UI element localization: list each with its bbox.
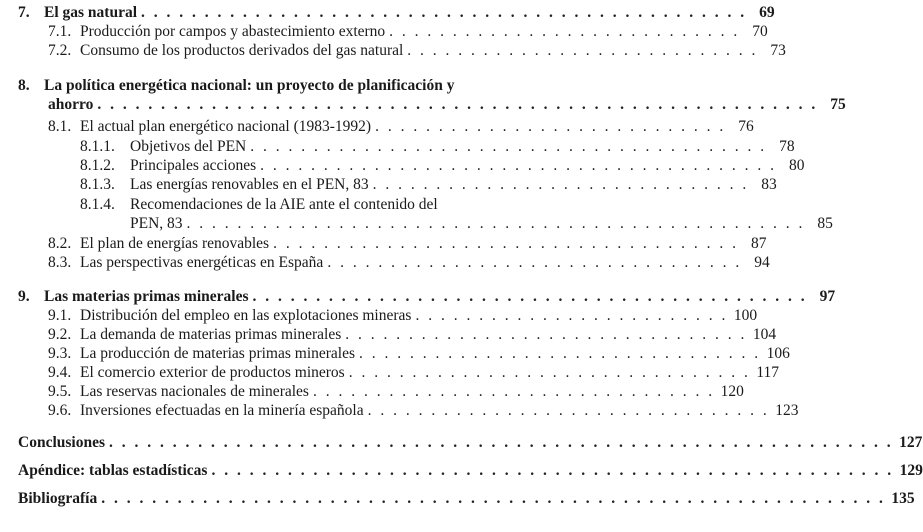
toc-entry-page: 85 <box>817 215 833 232</box>
toc-entry-8 <box>48 96 846 114</box>
toc-entry-8-title-line1 <box>18 77 454 95</box>
toc-entry-number: 9.3. <box>48 345 72 362</box>
toc-entry-page: 97 <box>819 288 836 305</box>
toc-entry-page: 117 <box>756 364 780 381</box>
toc-entry-number: 8.1.1. <box>80 138 115 155</box>
toc-entry-page: 120 <box>720 383 744 400</box>
toc-entry-number: 8.1.3. <box>80 176 115 193</box>
toc-entry-page: 76 <box>738 118 754 135</box>
toc-entry-title: Recomendaciones de la AIE ante el contenido del <box>130 196 438 213</box>
toc-entry-9-5 <box>48 383 744 401</box>
toc-entry-page: 80 <box>788 157 805 174</box>
toc-entry-number: 8.1. <box>48 118 72 135</box>
toc-entry-page: 73 <box>770 42 786 59</box>
toc-entry-number: 8. <box>18 77 30 94</box>
dot-leader: . . . . . . . . . . . . . . . . . . . . . . . . . . . . . . . . . . . . . . . . . . . . <box>252 288 808 305</box>
dot-leader: . . . . . . . . . . . . . . . . . . . . . . . . . . . . . . . . <box>345 326 747 343</box>
toc-entry-title: La demanda de materias primas minerales <box>80 326 342 343</box>
dot-leader: . . . . . . . . . . . . . . . . . . . . . . . . . . . . . . . . . . . . . . . . . . . . . . . . . . . . . . <box>211 462 894 479</box>
toc-entry-title: La política energética nacional: un proyecto de planificación y <box>44 77 455 94</box>
toc-entry-9-6 <box>48 402 799 420</box>
toc-entry-number: 8.2. <box>48 235 72 252</box>
toc-entry-7 <box>18 4 775 22</box>
toc-entry-page: 83 <box>761 176 777 193</box>
dot-leader: . . . . . . . . . . . . . . . . . . . . . . . . . . . . . . . . . . . . . . . . . . . . . . . . <box>141 4 747 21</box>
toc-entry-8-2 <box>48 235 767 253</box>
toc-entry-title: El gas natural <box>44 4 138 21</box>
dot-leader: . . . . . . . . . . . . . . . . . . . . . . . . . . . . . . . . . . . . . . . . . . . . . . . . . . . . . . . . . . . . . . <box>101 490 886 507</box>
toc-entry-page: 75 <box>830 96 846 113</box>
toc-entry-8-3 <box>48 254 770 272</box>
toc-entry-number: 9. <box>18 288 30 305</box>
toc-entry-number: 8.3. <box>48 254 72 271</box>
toc-entry-bibliografia <box>18 490 915 508</box>
toc-entry-number: 9.1. <box>48 307 72 324</box>
toc-entry-7-1 <box>48 23 768 41</box>
dot-leader: . . . . . . . . . . . . . . . . . . . . . . . . . . . . . . . . . . . . . . . . . <box>260 157 777 174</box>
toc-entry-conclusiones <box>18 434 923 452</box>
toc-entry-8-1-4-line1 <box>80 196 438 214</box>
toc-entry-title: La producción de materias primas minerales <box>80 345 356 362</box>
toc-entry-number: 8.1.4. <box>80 196 115 213</box>
dot-leader: . . . . . . . . . . . . . . . . . . . . . . . . . . . . . . . . <box>359 345 761 362</box>
toc-entry-page: 70 <box>752 23 768 40</box>
toc-entry-number: 7. <box>18 4 30 21</box>
toc-entry-title: Bibliografía <box>18 490 98 507</box>
toc-entry-title: El plan de energías renovables <box>80 235 270 252</box>
toc-entry-number: 7.2. <box>48 42 72 59</box>
toc-entry-title: Apéndice: tablas estadísticas <box>18 462 208 479</box>
dot-leader: . . . . . . . . . . . . . . . . . . . . . . . . . . . . . . . . . . . . . . . . . . . . . . . . . <box>186 215 805 232</box>
toc-entry-8-1-1 <box>80 138 795 156</box>
toc-entry-9-4 <box>48 364 780 382</box>
dot-leader: . . . . . . . . . . . . . . . . . . . . . . . . . . . . . . . . <box>312 383 715 400</box>
toc-entry-title: Producción por campos y abastecimiento externo <box>80 23 386 40</box>
toc-entry-title: Las reservas nacionales de minerales <box>80 383 309 400</box>
dot-leader: . . . . . . . . . . . . . . . . . . . . . . . . . . . . . . . . . . . . . . . . . <box>250 138 767 155</box>
toc-entry-8-1-2 <box>80 157 805 175</box>
toc-entry-8-1-4 <box>130 215 833 233</box>
dot-leader: . . . . . . . . . . . . . . . . . . . . . . . . . . . . <box>407 42 758 59</box>
toc-entry-title: Consumo de los productos derivados del gas natural <box>80 42 404 59</box>
dot-leader: . . . . . . . . . . . . . . . . . . . . . . . . . . . . . . . . . . . . . . . . . . . . . . . . . . . . . . . . . . . . . . <box>109 434 894 451</box>
toc-entry-page: 94 <box>754 254 770 271</box>
toc-entry-page: 104 <box>752 326 777 343</box>
dot-leader: . . . . . . . . . . . . . . . . . . . . . . . . . . . . . . . . <box>367 402 770 419</box>
toc-entry-title: Conclusiones <box>18 434 105 451</box>
toc-entry-page: 123 <box>775 402 799 419</box>
dot-leader: . . . . . . . . . . . . . . . . . . . . . . . . . . . . . . . . . . . . . <box>273 235 739 252</box>
toc-entry-apendice <box>18 462 923 480</box>
dot-leader: . . . . . . . . . . . . . . . . . . . . . . . . . . . . <box>389 23 740 40</box>
toc-entry-8-1-3 <box>80 176 777 194</box>
toc-entry-page: 87 <box>750 235 767 252</box>
toc-entry-title: Las energías renovables en el PEN, 83 <box>130 176 369 193</box>
dot-leader: . . . . . . . . . . . . . . . . . . . . . . . . . . . . . . <box>372 176 749 193</box>
dot-leader: . . . . . . . . . . . . . . . . . . . . . . . . . . . . . . . . . <box>327 254 742 271</box>
toc-entry-number: 9.6. <box>48 402 72 419</box>
toc-entry-number: 9.2. <box>48 326 72 343</box>
toc-entry-8-1 <box>48 118 754 136</box>
toc-entry-9-2 <box>48 326 777 344</box>
dot-leader: . . . . . . . . . . . . . . . . . . . . . . . . . . . . <box>375 118 726 135</box>
toc-entry-title: Las perspectivas energéticas en España <box>80 254 324 271</box>
toc-entry-title: Objetivos del PEN <box>130 138 247 155</box>
toc-entry-title: PEN, 83 <box>130 215 183 232</box>
toc-entry-page: 78 <box>779 138 795 155</box>
toc-entry-number: 7.1. <box>48 23 72 40</box>
toc-entry-number: 8.1.2. <box>80 157 115 174</box>
dot-leader: . . . . . . . . . . . . . . . . . . . . . . . . . . . . . . . . <box>348 364 751 381</box>
toc-entry-7-2 <box>48 42 786 60</box>
toc-entry-title: Distribución del empleo en las explotaciones mineras <box>80 307 412 324</box>
toc-entry-9-3 <box>48 345 790 363</box>
toc-entry-page: 135 <box>891 490 915 507</box>
toc-entry-page: 106 <box>766 345 790 362</box>
toc-entry-title: Las materias primas minerales <box>44 288 249 305</box>
toc-entry-page: 127 <box>899 434 923 451</box>
toc-entry-number: 9.5. <box>48 383 72 400</box>
toc-entry-9 <box>18 288 836 306</box>
dot-leader: . . . . . . . . . . . . . . . . . . . . . . . . . . . . . . . . . . . . . . . . . . . . . . . . . . . . . . . . . <box>97 96 818 113</box>
toc-entry-page: 129 <box>899 462 923 479</box>
toc-entry-title: El comercio exterior de productos mineros <box>80 364 345 381</box>
toc-entry-title: El actual plan energético nacional (1983-1992) <box>80 118 372 135</box>
toc-entry-title: Principales acciones <box>130 157 257 174</box>
toc-entry-page: 100 <box>733 307 758 324</box>
toc-entry-number: 9.4. <box>48 364 72 381</box>
toc-entry-page: 69 <box>759 4 775 21</box>
dot-leader: . . . . . . . . . . . . . . . . . . . . . . . . . <box>415 307 728 324</box>
toc-entry-title: ahorro <box>48 96 94 113</box>
toc-entry-9-1 <box>48 307 758 325</box>
toc-entry-title: Inversiones efectuadas en la minería española <box>80 402 364 419</box>
